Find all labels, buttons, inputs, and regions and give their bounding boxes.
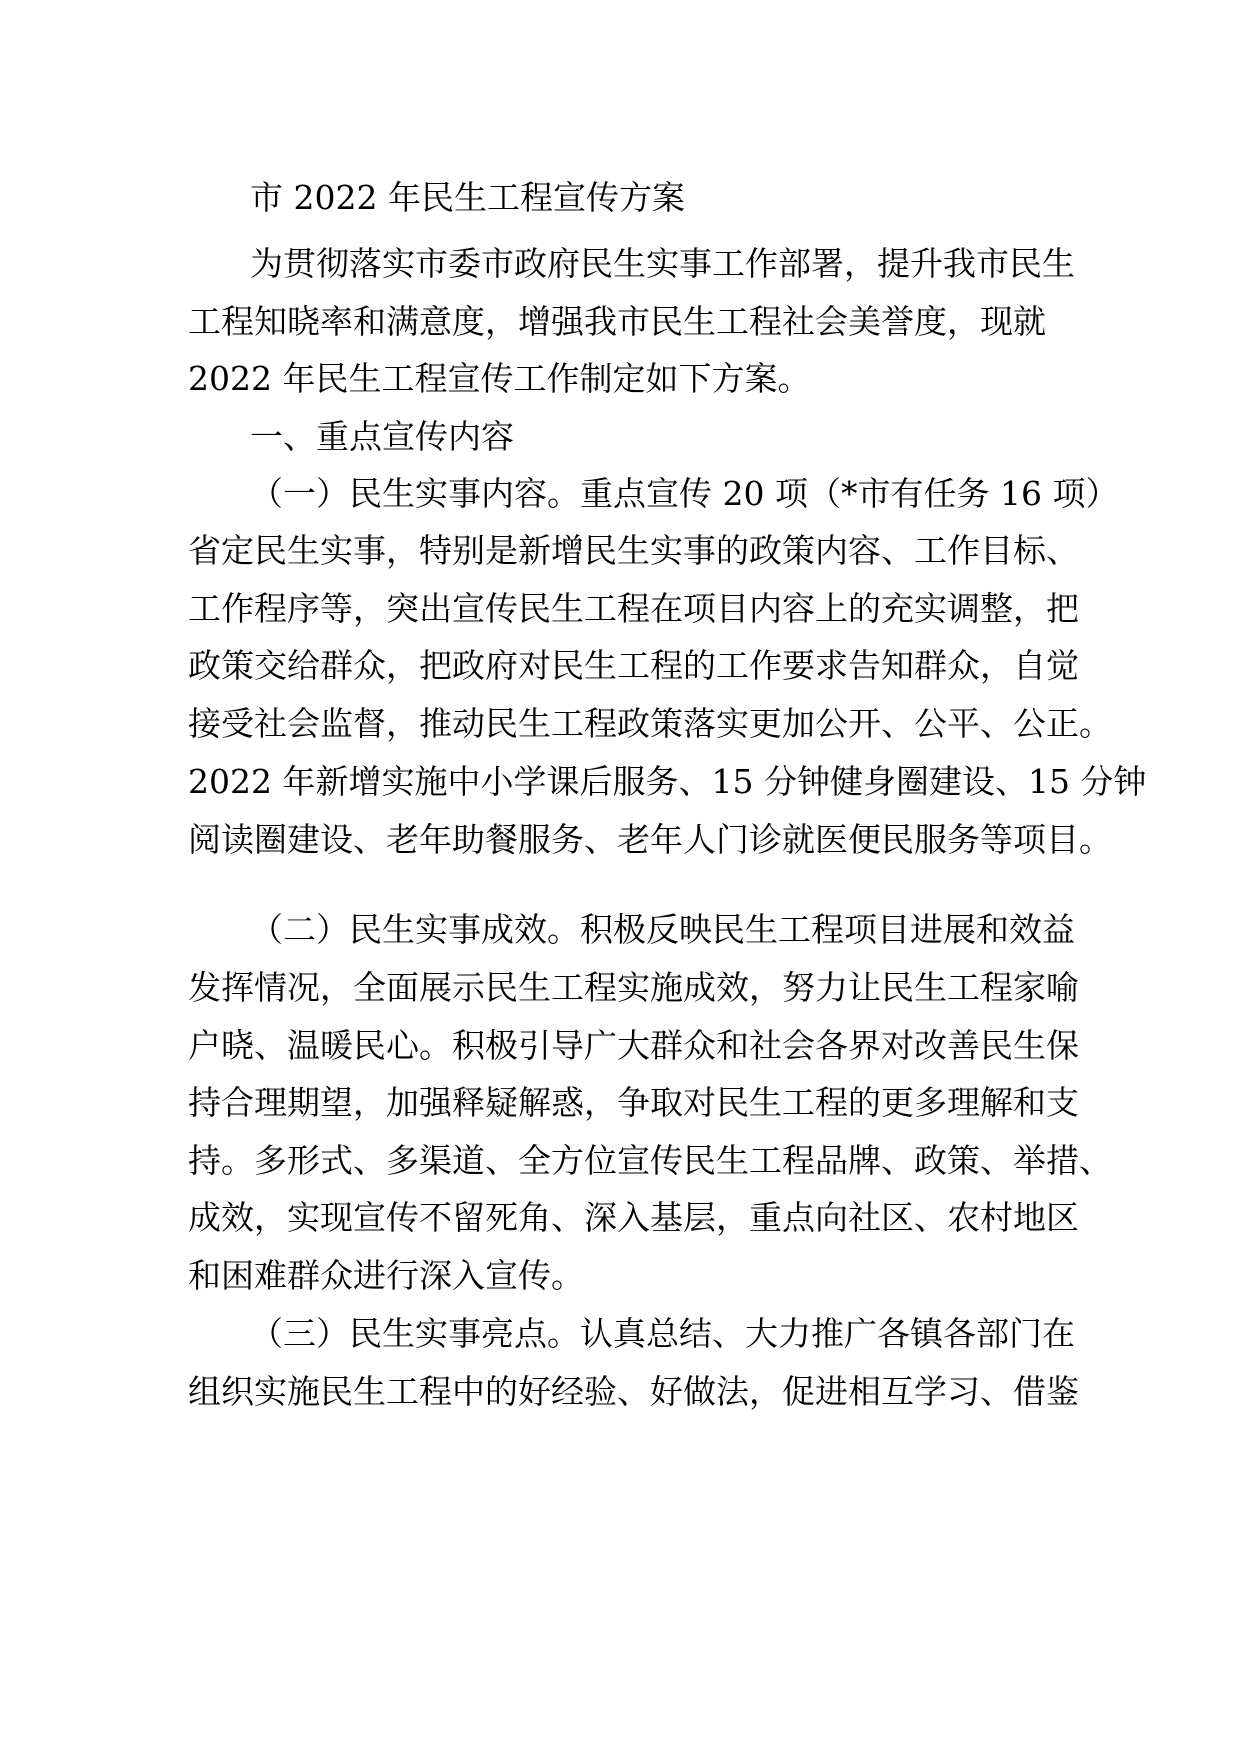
paragraph-line: （一）民生实事内容。重点宣传 20 项（*市有任务 16 项） bbox=[250, 474, 1119, 513]
paragraph-line: 阅读圈建设、老年助餐服务、老年人门诊就医便民服务等项目。 bbox=[188, 820, 1112, 859]
paragraph-line: （二）民生实事成效。积极反映民生工程项目进展和效益 bbox=[250, 910, 1075, 949]
paragraph-line: 组织实施民生工程中的好经验、好做法，促进相互学习、借鉴 bbox=[188, 1372, 1079, 1411]
paragraph-line: 工程知晓率和满意度，增强我市民生工程社会美誉度，现就 bbox=[188, 302, 1046, 341]
paragraph-line: 接受社会监督，推动民生工程政策落实更加公开、公平、公正。 bbox=[188, 704, 1112, 743]
section-heading: 一、重点宣传内容 bbox=[250, 417, 514, 456]
paragraph-line: 为贯彻落实市委市政府民生实事工作部署，提升我市民生 bbox=[250, 244, 1075, 283]
paragraph-line: 2022 年民生工程宣传工作制定如下方案。 bbox=[188, 359, 811, 398]
document-title: 市 2022 年民生工程宣传方案 bbox=[250, 178, 685, 217]
paragraph-line: 和困难群众进行深入宣传。 bbox=[188, 1256, 584, 1295]
paragraph-line: 持合理期望，加强释疑解惑，争取对民生工程的更多理解和支 bbox=[188, 1083, 1079, 1122]
paragraph-line: 工作程序等，突出宣传民生工程在项目内容上的充实调整，把 bbox=[188, 589, 1079, 628]
paragraph-line: 成效，实现宣传不留死角、深入基层，重点向社区、农村地区 bbox=[188, 1198, 1079, 1237]
paragraph-line: 省定民生实事，特别是新增民生实事的政策内容、工作目标、 bbox=[188, 531, 1079, 570]
paragraph-line: 户晓、温暖民心。积极引导广大群众和社会各界对改善民生保 bbox=[188, 1026, 1079, 1065]
paragraph-line: （三）民生实事亮点。认真总结、大力推广各镇各部门在 bbox=[250, 1314, 1075, 1353]
paragraph-line: 发挥情况，全面展示民生工程实施成效，努力让民生工程家喻 bbox=[188, 968, 1079, 1007]
paragraph-line: 政策交给群众，把政府对民生工程的工作要求告知群众，自觉 bbox=[188, 646, 1079, 685]
paragraph-line: 2022 年新增实施中小学课后服务、15 分钟健身圈建设、15 分钟 bbox=[188, 762, 1147, 801]
paragraph-line: 持。多形式、多渠道、全方位宣传民生工程品牌、政策、举措、 bbox=[188, 1141, 1112, 1180]
